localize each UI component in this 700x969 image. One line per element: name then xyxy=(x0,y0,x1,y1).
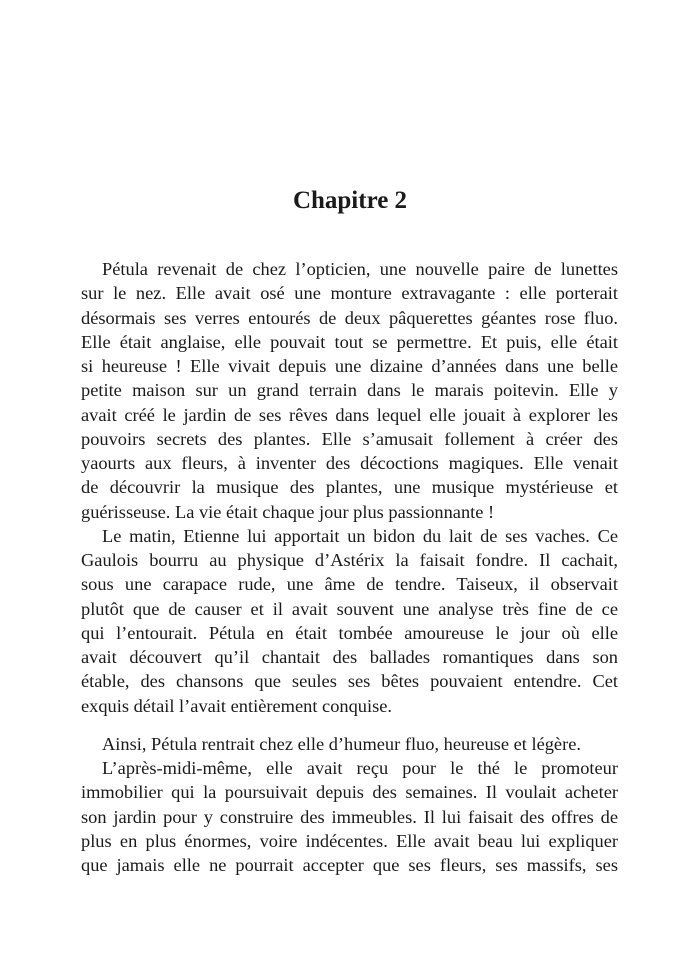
text-line: plutôt que de causer et il avait souvent une analyse très fine de ce xyxy=(81,598,618,619)
text-line: Elle était anglaise, elle pouvait tout se permettre. Et puis, elle était xyxy=(81,331,618,352)
text-line: plus en plus énormes, voire indécentes. Elle avait beau lui expliquer xyxy=(81,830,618,851)
text-line: sur le nez. Elle avait osé une monture extravagante : elle porterait xyxy=(81,283,618,304)
text-line: que jamais elle ne pourrait accepter que ses fleurs, ses massifs, ses xyxy=(81,855,618,875)
text-line: Gaulois bourru au physique d’Astérix la faisait fondre. Il cachait, xyxy=(81,550,618,570)
chapter-title: Chapitre 2 xyxy=(292,187,408,214)
paragraph-3 xyxy=(81,732,618,756)
text-line: avait découvert qu’il chantait des ballades romantiques dans son xyxy=(81,647,618,667)
text-line: désormais ses verres entourés de deux pâquerettes géantes rose fluo. xyxy=(81,307,618,328)
text-line: pouvoirs secrets des plantes. Elle s’amusait follement à créer des xyxy=(81,428,618,449)
text-line: exquis détail l’avait entièrement conquise. xyxy=(81,695,392,716)
scene-break xyxy=(81,718,618,732)
text-line: étable, des chansons que seules ses bêtes pouvaient entendre. Cet xyxy=(81,671,618,692)
text-line: petite maison sur un grand terrain dans le marais poitevin. Elle y xyxy=(81,380,618,401)
text-line: son jardin pour y construire des immeubles. Il lui faisait des offres de xyxy=(81,806,618,827)
text-line: L’après-midi-même, elle avait reçu pour le thé le promoteur xyxy=(102,758,618,778)
paragraph-2 xyxy=(81,524,618,718)
text-line: de découvrir la musique des plantes, une musique mystérieuse et xyxy=(81,477,618,498)
paragraph-4 xyxy=(81,756,618,877)
text-line: avait créé le jardin de ses rêves dans lequel elle jouait à explorer les xyxy=(81,404,618,425)
text-line: Pétula revenait de chez l’opticien, une nouvelle paire de lunettes xyxy=(102,259,618,279)
text-line: immobilier qui la poursuivait depuis des semaines. Il voulait acheter xyxy=(81,782,618,803)
text-line: yaourts aux fleurs, à inventer des décoctions magiques. Elle venait xyxy=(81,453,618,473)
text-line: Ainsi, Pétula rentrait chez elle d’humeur fluo, heureuse et légère. xyxy=(102,733,581,754)
paragraph-1 xyxy=(81,257,618,524)
text-line: Le matin, Etienne lui apportait un bidon du lait de ses vaches. Ce xyxy=(102,525,618,546)
text-line: qui l’entourait. Pétula en était tombée amoureuse le jour où elle xyxy=(81,622,618,643)
text-line: guérisseuse. La vie était chaque jour plus passionnante ! xyxy=(81,501,495,522)
body-text xyxy=(81,257,618,877)
text-line: sous une carapace rude, une âme de tendre. Taiseux, il observait xyxy=(81,574,618,595)
text-line: si heureuse ! Elle vivait depuis une dizaine d’années dans une belle xyxy=(81,356,618,376)
